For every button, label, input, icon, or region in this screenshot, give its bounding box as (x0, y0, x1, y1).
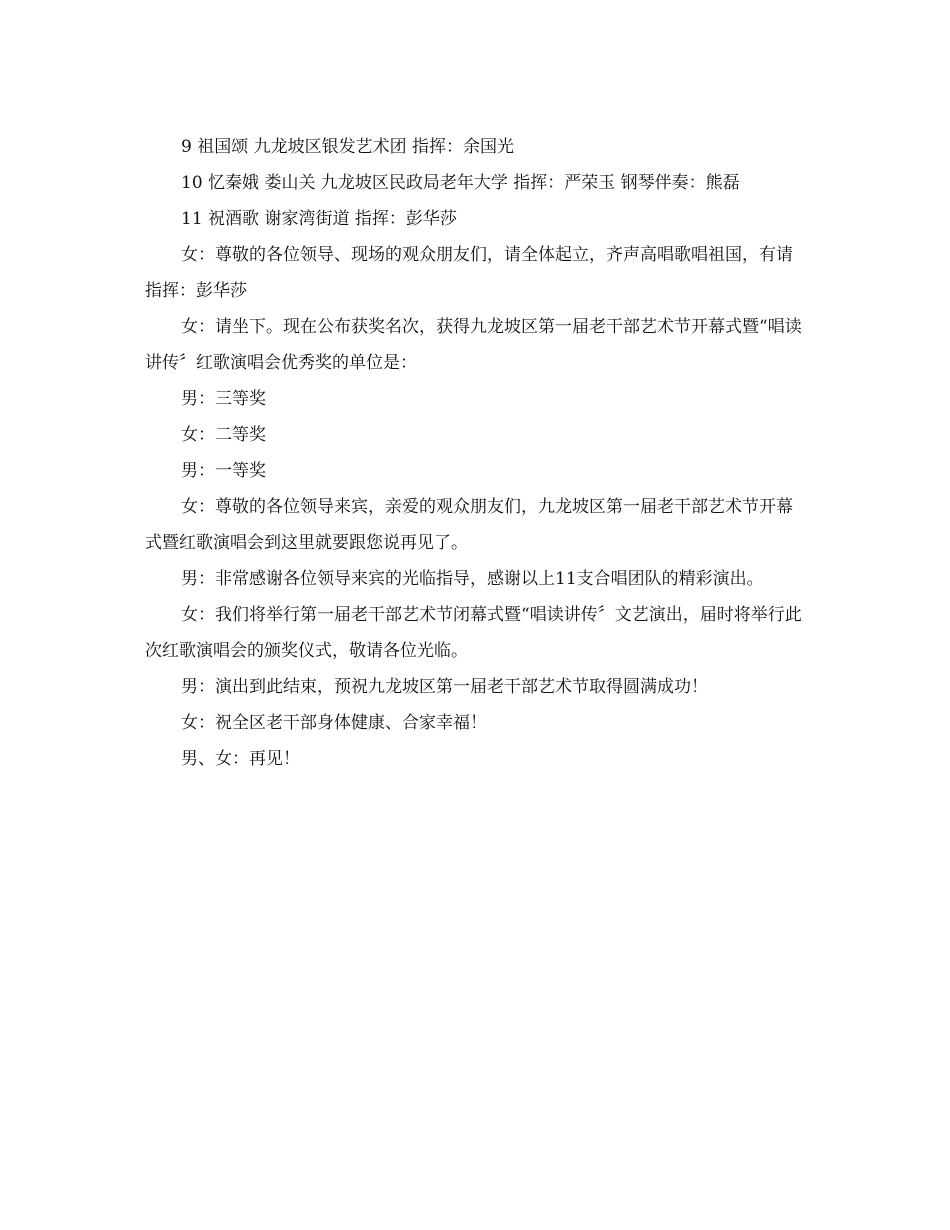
script-line: 男：三等奖 (181, 389, 266, 409)
script-line: 女：尊敬的各位领导来宾，亲爱的观众朋友们，九龙坡区第一届老干部艺术节开幕式暨红歌演唱会到这里就要跟您说再见了。 (145, 497, 793, 553)
program-item-11: 11 祝酒歌 谢家湾街道 指挥：彭华莎 (181, 209, 457, 229)
script-line: 男：非常感谢各位领导来宾的光临指导，感谢以上11支合唱团队的精彩演出。 (181, 569, 764, 589)
script-line: 女：尊敬的各位领导、现场的观众朋友们，请全体起立，齐声高唱歌唱祖国，有请指挥：彭华莎 (145, 245, 793, 301)
script-line: 女：我们将举行第一届老干部艺术节闭幕式暨“唱读讲传〞文艺演出，届时将举行此次红歌演唱会的颁奖仪式，敬请各位光临。 (145, 605, 802, 661)
script-line: 男：一等奖 (181, 461, 266, 481)
script-line: 男：演出到此结束，预祝九龙坡区第一届老干部艺术节取得圆满成功！ (181, 677, 708, 697)
script-line: 男、女：再见！ (181, 749, 300, 769)
document-body (145, 129, 807, 777)
script-line: 女：请坐下。现在公布获奖名次，获得九龙坡区第一届老干部艺术节开幕式暨“唱读讲传〞红歌演唱会优秀奖的单位是： (145, 317, 802, 373)
program-item-9: 9 祖国颂 九龙坡区银发艺术团 指挥：余国光 (181, 137, 515, 157)
script-line: 女：祝全区老干部身体健康、合家幸福！ (181, 713, 487, 733)
program-item-10: 10 忆秦娥 娄山关 九龙坡区民政局老年大学 指挥：严荣玉 钢琴伴奏：熊磊 (181, 173, 740, 193)
script-line: 女：二等奖 (181, 425, 266, 445)
